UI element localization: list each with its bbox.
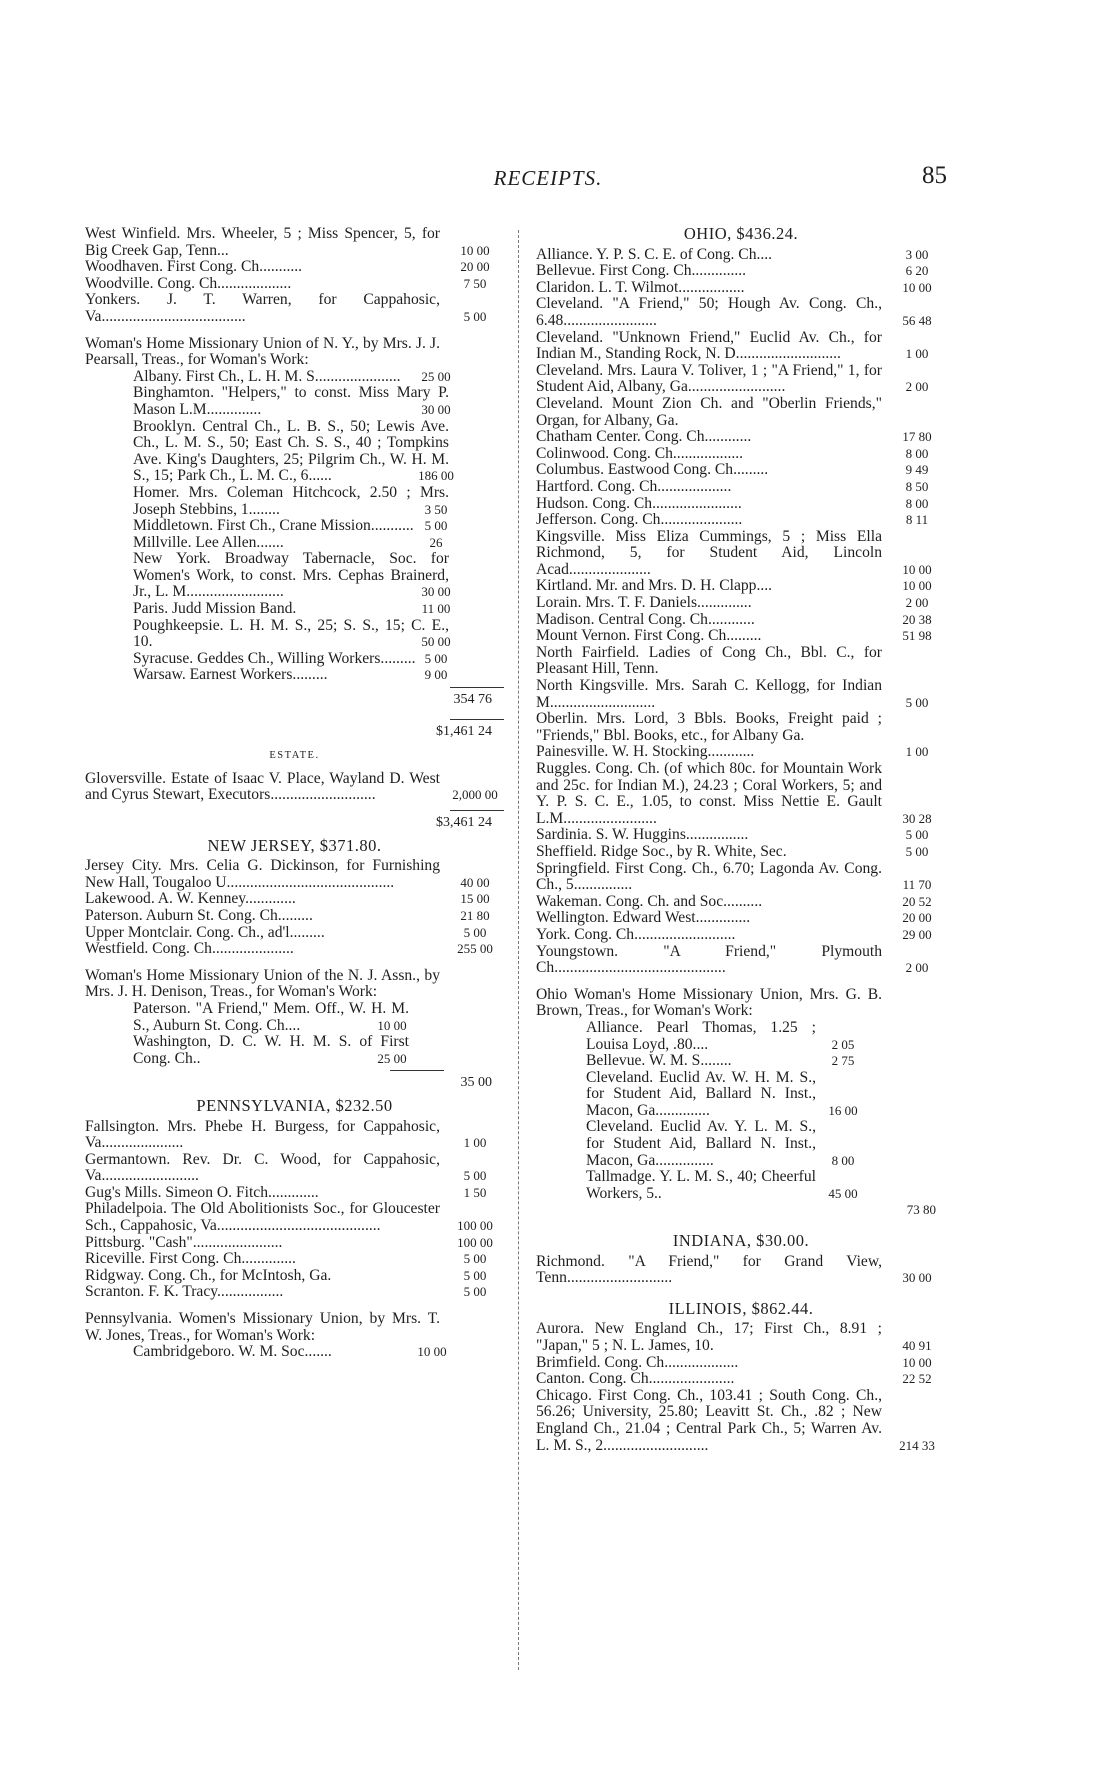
entry-text: West Winfield. Mrs. Wheeler, 5 ; Miss Spencer, 5, for Big Creek Gap, Tenn... (85, 225, 440, 259)
entry-amount: 8 00 (905, 445, 929, 461)
receipt-entry (133, 369, 449, 386)
receipt-entry (536, 927, 946, 944)
running-head-title: RECEIPTS. (493, 166, 603, 190)
entry-amount: 5 00 (463, 308, 487, 324)
entry-text: Philadelpoia. The Old Abolitionists Soc., for Gloucester Sch., Cappahosic, Va.......................................... (85, 1200, 440, 1235)
entry-amount: 5 00 (463, 924, 487, 940)
receipt-entry (536, 894, 946, 911)
receipt-entry (536, 645, 946, 678)
receipt-entry (85, 858, 504, 891)
entry-text: Cleveland. "Unknown Friend," Euclid Av. Ch., for Indian M., Standing Rock, N. D........................... (536, 328, 882, 363)
entry-text: Millville. Lee Allen....... (133, 533, 284, 551)
entry-text: Jersey City. Mrs. Celia G. Dickinson, for Furnishing New Hall, Tougaloo U........................................... (85, 857, 440, 891)
receipt-entry (536, 595, 946, 612)
entry-text: North Kingsville. Mrs. Sarah C. Kellogg, for Indian M........................... (536, 677, 882, 711)
ohio-sub-entries (536, 1020, 946, 1203)
receipt-entry (536, 330, 946, 363)
entry-amount: 5 00 (905, 827, 929, 843)
receipt-entry (85, 1201, 504, 1234)
entry-text: Lorain. Mrs. T. F. Daniels.............. (536, 594, 752, 612)
entry-text: Mount Vernon. First Cong. Ch......... (536, 627, 762, 645)
entry-text: Hartford. Cong. Ch................... (536, 477, 732, 495)
entry-text: Pittsburg. "Cash"....................... (85, 1233, 283, 1251)
entry-amount: 8 50 (905, 478, 929, 494)
receipt-entry (536, 744, 946, 761)
receipt-entry (85, 1152, 504, 1185)
entry-amount: 17 80 (902, 429, 932, 445)
receipt-entry (586, 1068, 858, 1120)
entry-text: Brimfield. Cong. Ch................... (536, 1353, 739, 1371)
entry-text: North Fairfield. Ladies of Cong Ch., Bbl. C., for Pleasant Hill, Tenn. (536, 643, 882, 678)
entry-text: Alliance. Y. P. S. C. E. of Cong. Ch.... (536, 245, 773, 263)
receipt-entry (133, 1034, 409, 1067)
entry-amount: 5 00 (905, 694, 929, 710)
entry-amount: 20 00 (902, 910, 932, 926)
receipt-entry (536, 396, 946, 429)
receipt-entry (536, 280, 946, 297)
entry-amount: 25 00 (377, 1050, 407, 1066)
entry-text: Woodville. Cong. Ch................... (85, 274, 292, 292)
receipt-entry (85, 336, 504, 369)
entry-text: Columbus. Eastwood Cong. Ch......... (536, 461, 769, 479)
illinois-entries (536, 1321, 946, 1454)
entry-text: Cleveland. Euclid Av. W. H. M. S., for Student Aid, Ballard N. Inst., Macon, Ga.............. (586, 1068, 816, 1119)
receipt-entry (536, 429, 946, 446)
entry-amount: 10 00 (902, 279, 932, 295)
entry-text: Brooklyn. Central Ch., L. B. S., 50; Lewis Ave. Ch., L. M. S., 50; East Ch. S. S., 40 ; Tompkins Ave. King's Daughters, 25; Pilgrim Ch., W. H. M. S., 15; Park Ch., L. M. C., 6...... (133, 417, 449, 485)
section-heading-indiana: INDIANA, $30.00. (672, 1231, 810, 1251)
entry-amount: 25 00 (421, 368, 451, 384)
entry-text: Woman's Home Missionary Union of N. Y., by Mrs. J. J. Pearsall, Treas., for Woman's Work: (85, 334, 440, 369)
entry-text: Sardinia. S. W. Huggins................ (536, 826, 749, 844)
entry-text: Cleveland. "A Friend," 50; Hough Av. Cong. Ch., 6.48........................ (536, 295, 882, 329)
entry-amount: 11 70 (902, 877, 932, 893)
entry-text: Cambridgeboro. W. M. Soc....... (133, 1343, 332, 1361)
entry-amount: 20 38 (902, 611, 932, 627)
entry-amount: 45 00 (828, 1185, 858, 1201)
entry-text: Upper Montclair. Cong. Ch., ad'l......... (85, 923, 325, 941)
entry-text: Bellevue. First Cong. Ch.............. (536, 262, 747, 280)
receipt-entry (133, 518, 449, 535)
entry-amount: 16 00 (828, 1102, 858, 1118)
entry-text: Youngstown. "A Friend," Plymouth Ch............................................ (536, 942, 882, 977)
entry-amount: 21 80 (460, 907, 490, 923)
entry-amount: 30 28 (902, 810, 932, 826)
receipt-entry (536, 578, 946, 595)
entry-amount: 22 52 (902, 1371, 932, 1387)
entry-amount: 10 00 (417, 1344, 447, 1360)
entry-text: Richmond. "A Friend," for Grand View, Tenn........................... (536, 1252, 882, 1287)
entry-amount: 186 00 (418, 468, 454, 484)
indiana-entries (536, 1254, 946, 1287)
receipt-entry (85, 1235, 504, 1252)
entry-amount: 15 00 (460, 891, 490, 907)
entry-text: Ruggles. Cong. Ch. (of which 80c. for Mountain Work and 25c. for Indian M.), 24.23 ; Coral Workers, 5; and Y. P. S. C. E., 1.05, to const. Miss Nettie E. Gault L.M........................ (536, 760, 882, 827)
entry-amount: 214 33 (899, 1437, 935, 1453)
receipt-entry (536, 1355, 946, 1372)
ohio-entries (536, 247, 946, 977)
left-column (85, 226, 504, 1361)
entry-text: Ridgway. Cong. Ch., for McIntosh, Ga. (85, 1266, 332, 1284)
receipt-entry (536, 247, 946, 264)
entry-amount: 10 00 (460, 242, 490, 258)
entry-amount: 2,000 00 (452, 787, 498, 803)
entry-amount: 11 00 (421, 601, 451, 617)
entry-amount: 100 00 (457, 1234, 493, 1250)
entry-text: Homer. Mrs. Coleman Hitchcock, 2.50 ; Mrs. Joseph Stebbins, 1........ (133, 483, 449, 518)
entry-text: Kirtland. Mr. and Mrs. D. H. Clapp.... (536, 577, 773, 595)
receipt-entry (536, 1388, 946, 1454)
entry-text: Riceville. First Cong. Ch.............. (85, 1250, 296, 1268)
entry-amount: 9 49 (905, 462, 929, 478)
entry-amount: 8 11 (905, 512, 929, 528)
entry-text: Westfield. Cong. Ch..................... (85, 940, 294, 958)
receipt-entry (536, 462, 946, 479)
entry-amount: 30 00 (421, 584, 451, 600)
entry-text: Middletown. First Ch., Crane Mission........... (133, 517, 414, 535)
entry-text: Cleveland. Mount Zion Ch. and "Oberlin Friends," Organ, for Albany, Ga. (536, 394, 882, 429)
receipt-entry (133, 1001, 409, 1034)
receipt-entry (133, 601, 449, 618)
entry-amount: 20 00 (460, 259, 490, 275)
new-jersey-total: 35 00 (460, 1075, 492, 1091)
receipt-entry (586, 1118, 855, 1169)
new-jersey-sub-entries (85, 1001, 504, 1067)
entry-amount: 8 00 (905, 495, 929, 511)
entry-text: Gloversville. Estate of Isaac V. Place, Wayland D. West and Cyrus Stewart, Executors........................... (85, 769, 440, 804)
entry-text: Wellington. Edward West.............. (536, 909, 751, 927)
entry-text: Tallmadge. Y. L. M. S., 40; Cheerful Workers, 5.. (586, 1168, 816, 1202)
entry-text: Chatham Center. Cong. Ch............ (536, 428, 752, 446)
entry-text: Germantown. Rev. Dr. C. Wood, for Cappahosic, Va......................... (85, 1150, 440, 1185)
entry-text: Madison. Central Cong. Ch............ (536, 610, 755, 628)
receipt-entry (536, 479, 946, 496)
entry-text: Springfield. First Cong. Ch., 6.70; Lagonda Av. Cong. Ch., 5............... (536, 859, 882, 894)
receipt-entry (85, 1268, 504, 1285)
entry-text: Woodhaven. First Cong. Ch........... (85, 258, 303, 276)
entry-amount: 10 00 (902, 1354, 932, 1370)
estate-heading: ESTATE. (269, 750, 320, 762)
entry-text: Woman's Home Missionary Union of the N. J. Assn., by Mrs. J. H. Denison, Treas., for Woman's Work: (85, 966, 440, 1001)
receipt-entry (133, 667, 449, 684)
section-heading-new-jersey: NEW JERSEY, $371.80. (207, 835, 382, 855)
right-column (536, 226, 946, 1454)
entry-text: Hudson. Cong. Ch....................... (536, 494, 742, 512)
pennsylvania-sub-entries (85, 1344, 504, 1361)
receipt-entry (85, 276, 504, 293)
entry-text: Fallsington. Mrs. Phebe H. Burgess, for Cappahosic, Va..................... (85, 1117, 440, 1152)
entry-amount: 40 91 (902, 1338, 932, 1353)
entry-amount: 6 20 (905, 263, 929, 279)
entry-text: Binghamton. "Helpers," to const. Miss Mary P. Mason L.M.............. (133, 384, 449, 418)
section-heading-pennsylvania: PENNSYLVANIA, $232.50 (196, 1095, 393, 1115)
entry-amount: 7 50 (463, 275, 487, 291)
receipt-entry (536, 512, 946, 529)
total-rule (450, 810, 504, 811)
entry-amount: 5 00 (424, 650, 448, 666)
receipt-entry (85, 891, 504, 908)
entry-amount: 3 00 (905, 246, 929, 262)
entry-text: Poughkeepsie. L. H. M. S., 25; S. S., 15; C. E., 10. (133, 616, 449, 651)
receipt-entry (586, 1018, 855, 1053)
entry-amount: 51 98 (902, 628, 932, 644)
entry-text: Washington, D. C. W. H. M. S. of First Cong. Ch.. (133, 1033, 409, 1067)
page-number: 85 (922, 162, 947, 189)
entry-text: Gug's Mills. Simeon O. Fitch............. (85, 1183, 319, 1201)
receipt-entry (85, 1251, 504, 1268)
new-jersey-entries (85, 858, 504, 958)
entry-text: Paterson. Auburn St. Cong. Ch......... (85, 906, 313, 924)
entry-text: Cleveland. Mrs. Laura V. Toliver, 1 ; "A Friend," 1, for Student Aid, Albany, Ga......................... (536, 361, 882, 396)
receipt-entry (536, 711, 946, 744)
entry-text: Kingsville. Miss Eliza Cummings, 5 ; Miss Ella Richmond, 5, for Student Aid, Lincoln Acad..................... (536, 527, 882, 578)
left-total-2: $3,461 24 (436, 815, 492, 830)
receipt-entry (536, 263, 946, 280)
entry-amount: 30 00 (902, 1270, 932, 1286)
entry-amount: 10 00 (377, 1017, 407, 1033)
entry-amount: 1 00 (463, 1135, 487, 1151)
ohio-union (536, 987, 946, 1020)
entry-amount: 8 00 (831, 1152, 855, 1168)
receipt-entry (536, 529, 946, 579)
entry-text: Pennsylvania. Women's Missionary Union, by Mrs. T. W. Jones, Treas., for Woman's Work: (85, 1310, 440, 1344)
entry-text: Jefferson. Cong. Ch..................... (536, 511, 743, 529)
receipt-entry (85, 259, 504, 276)
receipt-entry (133, 485, 449, 518)
entry-amount: 5 00 (463, 1267, 487, 1283)
receipt-entry (133, 535, 449, 552)
entry-text: Painesville. W. H. Stocking............ (536, 743, 755, 761)
entry-amount: 10 00 (902, 561, 932, 577)
section-heading-illinois: ILLINOIS, $862.44. (668, 1298, 814, 1318)
entry-amount: 2 00 (905, 379, 929, 395)
receipt-entry (536, 844, 946, 861)
estate-entry (85, 771, 504, 804)
receipt-entry (133, 618, 449, 651)
receipt-entry (85, 1119, 504, 1152)
receipt-entry (536, 827, 946, 844)
receipt-entry (536, 363, 946, 396)
pennsylvania-union (85, 1311, 504, 1344)
receipt-entry (85, 1284, 504, 1301)
entry-text: Warsaw. Earnest Workers......... (133, 666, 328, 684)
entry-text: Lakewood. A. W. Kenney............. (85, 890, 296, 908)
entry-text: Canton. Cong. Ch...................... (536, 1370, 735, 1388)
receipt-entry (536, 1254, 946, 1287)
subtotal-rule (390, 1070, 444, 1071)
receipt-entry (536, 296, 946, 329)
left-entries (85, 226, 504, 684)
receipt-entry (536, 1321, 946, 1354)
receipt-entry (536, 861, 946, 894)
entry-amount: 40 00 (460, 874, 490, 890)
receipt-entry (85, 226, 504, 259)
total-rule (450, 719, 504, 720)
entry-amount: 26 (429, 534, 443, 550)
entry-amount: 100 00 (457, 1218, 493, 1234)
ohio-total: 73 80 (906, 1202, 936, 1218)
entry-text: Alliance. Pearl Thomas, 1.25 ; Louisa Loyd, .80.... (586, 1018, 816, 1053)
entry-text: Paterson. "A Friend," Mem. Off., W. H. M. S., Auburn St. Cong. Ch.... (133, 999, 409, 1034)
entry-amount: 50 00 (421, 634, 451, 650)
entry-text: Aurora. New England Ch., 17; First Ch., 8.91 ; "Japan," 5 ; N. L. James, 10. (536, 1320, 882, 1354)
receipt-entry (536, 628, 946, 645)
receipt-entry (133, 417, 454, 485)
entry-text: York. Cong. Ch.......................... (536, 925, 736, 943)
receipt-entry (85, 941, 504, 958)
receipt-entry (85, 292, 504, 325)
entry-amount: 5 00 (463, 1168, 487, 1184)
receipt-entry (586, 1052, 855, 1070)
entry-amount: 3 50 (424, 501, 448, 517)
entry-text: Yonkers. J. T. Warren, for Cappahosic, Va..................................... (85, 291, 440, 325)
entry-amount: 5 00 (905, 843, 929, 859)
receipt-entry (133, 385, 449, 418)
entry-text: Ohio Woman's Home Missionary Union, Mrs. G. B. Brown, Treas., for Woman's Work: (536, 985, 882, 1020)
entry-amount: 255 00 (457, 941, 493, 957)
entry-amount: 1 00 (905, 346, 929, 362)
entry-amount: 2 00 (905, 595, 929, 611)
entry-amount: 20 52 (902, 893, 932, 909)
receipt-entry (536, 678, 946, 711)
receipt-entry (536, 496, 946, 513)
entry-amount: 2 00 (905, 960, 929, 976)
receipt-entry (536, 1371, 946, 1388)
receipt-entry (536, 612, 946, 629)
receipt-entry (536, 446, 946, 463)
receipt-entry (536, 910, 946, 927)
left-total-1: $1,461 24 (436, 723, 492, 739)
entry-text: Claridon. L. T. Wilmot................. (536, 278, 745, 296)
receipt-entry (85, 908, 504, 925)
entry-text: New York. Broadway Tabernacle, Soc. for Women's Work, to const. Mrs. Cephas Brainerd, Jr., L. M......................... (133, 550, 449, 601)
entry-text: Paris. Judd Mission Band. (133, 600, 297, 618)
entry-text: Albany. First Ch., L. H. M. S...................... (133, 367, 401, 385)
receipt-entry (133, 1344, 449, 1361)
entry-amount: 30 00 (421, 401, 451, 417)
entry-amount: 5 00 (424, 518, 448, 534)
entry-amount: 9 00 (424, 667, 448, 683)
entry-text: Bellevue. W. M. S........ (586, 1052, 732, 1070)
entry-amount: 29 00 (902, 926, 932, 942)
entry-text: Oberlin. Mrs. Lord, 3 Bbls. Books, Freight paid ; "Friends," Bbl. Books, etc., for Albany Ga. (536, 710, 882, 744)
entry-amount: 10 00 (902, 578, 932, 594)
entry-text: Scranton. F. K. Tracy................. (85, 1283, 284, 1301)
entry-amount: 5 00 (463, 1251, 487, 1267)
receipt-entry (85, 925, 504, 942)
entry-text: Chicago. First Cong. Ch., 103.41 ; South Cong. Ch., 56.26; University, 25.80; Leavitt St. Ch., .82 ; New England Ch., 21.04 ; Central Park Ch., 5; Warren Av. L. M. S., 2........................... (536, 1386, 882, 1454)
entry-amount: 2 05 (831, 1036, 855, 1052)
entry-text: Cleveland. Euclid Av. Y. L. M. S., for Student Aid, Ballard N. Inst., Macon, Ga............... (586, 1118, 816, 1169)
entry-amount: 5 00 (463, 1284, 487, 1300)
entry-amount: 1 00 (905, 744, 929, 760)
entry-text: Wakeman. Cong. Ch. and Soc.......... (536, 892, 763, 910)
section-heading-ohio: OHIO, $436.24. (683, 224, 799, 243)
receipt-entry (85, 1185, 504, 1202)
entry-text: Sheffield. Ridge Soc., by R. White, Sec. (536, 842, 787, 860)
entry-amount: 2 75 (831, 1053, 855, 1069)
left-subtotal: 354 76 (453, 692, 492, 708)
entry-amount: 56 48 (902, 312, 932, 328)
column-divider (518, 230, 519, 1670)
entry-text: Colinwood. Cong. Ch.................. (536, 444, 744, 462)
receipt-entry (133, 651, 449, 668)
receipt-entry (536, 944, 946, 977)
receipt-entry (536, 761, 946, 827)
new-jersey-union (85, 968, 504, 1001)
receipt-entry (586, 1168, 858, 1202)
entry-amount: 1 50 (463, 1184, 487, 1200)
pennsylvania-entries (85, 1119, 504, 1302)
entry-text: Syracuse. Geddes Ch., Willing Workers......... (133, 649, 416, 667)
receipt-entry (133, 551, 449, 601)
subtotal-rule (450, 687, 504, 688)
